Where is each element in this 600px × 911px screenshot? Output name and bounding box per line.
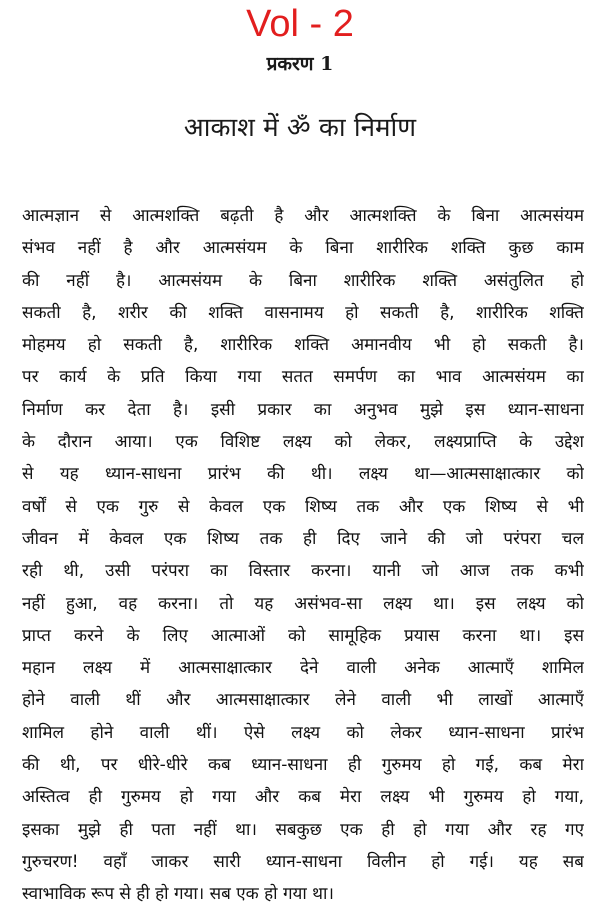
- text-line: की थी, पर धीरे-धीरे कब ध्यान-साधना ही गुरुमय हो गई, कब मेरा: [22, 755, 584, 776]
- text-line: के दौरान आया। एक विशिष्ट लक्ष्य को लेकर, लक्ष्यप्राप्ति के उद्देश: [22, 432, 584, 453]
- chapter-number: प्रकरण 1: [266, 53, 334, 75]
- text-line: निर्माण कर देता है। इसी प्रकार का अनुभव मुझे इस ध्यान-साधना: [22, 399, 584, 420]
- text-line: नहीं हुआ, वह करना। तो यह असंभव-सा लक्ष्य था। इस लक्ष्य को: [22, 593, 584, 614]
- text-line: पर कार्य के प्रति किया गया सतत समर्पण का भाव आत्मसंयम का: [22, 367, 584, 388]
- text-line: स्वाभाविक रूप से ही हो गया। सब एक हो गया था।: [22, 884, 334, 905]
- text-line: महान लक्ष्य में आत्मसाक्षात्कार देने वाली अनेक आत्माएँ शामिल: [22, 658, 584, 679]
- text-line: वर्षों से एक गुरु से केवल एक शिष्य तक और एक शिष्य से भी: [22, 496, 584, 517]
- text-line: की नहीं है। आत्मसंयम के बिना शारीरिक शक्ति असंतुलित हो: [22, 270, 584, 291]
- body-paragraph: [22, 200, 584, 911]
- text-line: अस्तित्व ही गुरुमय हो गया और कब मेरा लक्ष्य भी गुरुमय हो गया,: [22, 787, 584, 808]
- text-line: मोहमय हो सकती है, शारीरिक शक्ति अमानवीय भी हो सकती है।: [22, 335, 584, 356]
- text-line: जीवन में केवल एक शिष्य तक ही दिए जाने की जो परंपरा चल: [22, 528, 584, 549]
- text-line: से यह ध्यान-साधना प्रारंभ की थी। लक्ष्य था—आत्मसाक्षात्कार को: [22, 464, 584, 485]
- chapter-title: आकाश में ॐ का निर्माण: [183, 113, 417, 143]
- text-line: रही थी, उसी परंपरा का विस्तार करना। यानी जो आज तक कभी: [22, 561, 584, 582]
- text-line: संभव नहीं है और आत्मसंयम के बिना शारीरिक शक्ति कुछ काम: [22, 238, 584, 259]
- text-line: होने वाली थीं और आत्मसाक्षात्कार लेने वाली भी लाखों आत्माएँ: [22, 690, 584, 711]
- volume-heading: Vol - 2: [246, 3, 354, 45]
- text-line: इसका मुझे ही पता नहीं था। सबकुछ एक ही हो गया और रह गए: [22, 819, 584, 840]
- text-line: आत्मज्ञान से आत्मशक्ति बढ़ती है और आत्मशक्ति के बिना आत्मसंयम: [22, 206, 584, 226]
- text-line: शामिल होने वाली थीं। ऐसे लक्ष्य को लेकर ध्यान-साधना प्रारंभ: [22, 722, 584, 743]
- text-line: सकती है, शरीर की शक्ति वासनामय हो सकती है, शारीरिक शक्ति: [22, 302, 584, 323]
- text-line: प्राप्त करने के लिए आत्माओं को सामूहिक प्रयास करना था। इस: [22, 625, 584, 646]
- text-line: गुरुचरण! वहाँ जाकर सारी ध्यान-साधना विलीन हो गई। यह सब: [22, 851, 584, 872]
